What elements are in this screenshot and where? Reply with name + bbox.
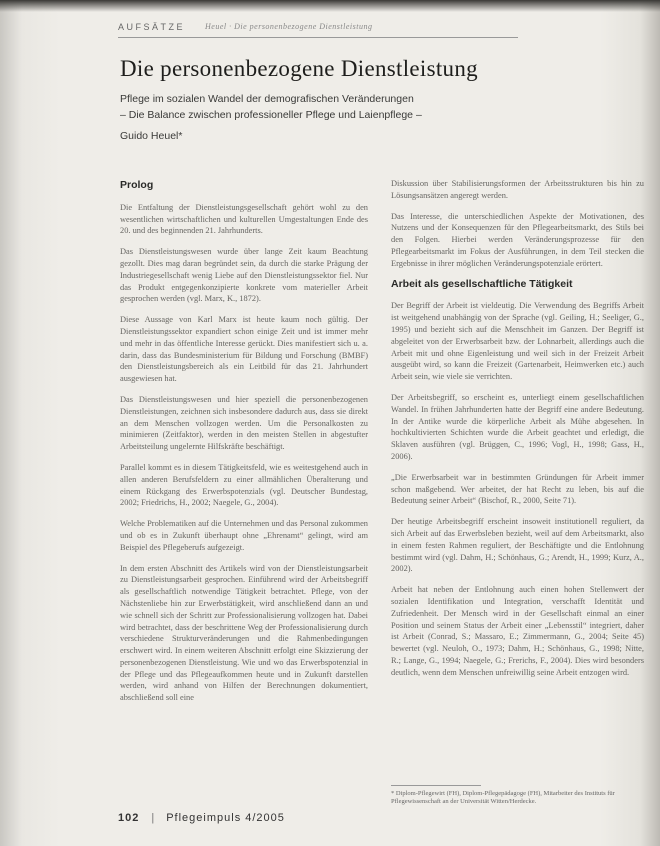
left-column (120, 180, 368, 713)
paragraph: Diese Aussage von Karl Marx ist heute kaum noch gültig. Der Dienstleistungssektor expandiert schon einige Zeit und ist immer mehr und mehr in das öffentliche Interesse gerückt. Dies manifestiert sich u. a. darin, dass das Bundesministerium für Bildung und Forschung (BMBF) den Dienstleistungsbereich als ein Leitbild für das 21. Jahrhundert ausgewiesen hat. (120, 315, 368, 384)
subtitle-line-1: Pflege im sozialen Wandel der demografischen Veränderungen (120, 93, 414, 105)
paragraph: Die Entfaltung der Dienstleistungsgesellschaft gehört wohl zu den wesentlichen wirtschaftlichen und kulturellen Umgestaltungen Ende des 20. und des beginnenden 21. Jahrhunderts. (120, 202, 368, 236)
paragraph: Der heutige Arbeitsbegriff erscheint insoweit institutionell reguliert, da sich Arbeit auf das Erwerbsleben bezieht, weil auf dem Arbeitsmarkt, also in einem festen Rahmen reguliert, der Beschäftigte und die Entlohnung bestimmt wird (vgl. Dahm, H.; Schönhaus, G.; Arendt, H., 1999; Kurz, A., 2002). (391, 517, 644, 574)
article-subtitle (120, 91, 590, 123)
journal-name: Pflegeimpuls 4/2005 (166, 812, 285, 824)
footer-separator: | (151, 812, 155, 824)
header-rule (118, 37, 518, 38)
page-footer (118, 812, 285, 824)
running-title: Heuel · Die personenbezogene Dienstleistung (205, 22, 373, 31)
paragraph: „Die Erwerbsarbeit war in bestimmten Gründungen für Arbeit immer schon maßgebend. Wer arbeitet, der hat Recht zu leben, bis auf die Bedeutung seiner Arbeit“ (Bischof, R., 2000, Seite 71). (391, 472, 644, 506)
paragraph: Arbeit hat neben der Entlohnung auch einen hohen Stellenwert der sozialen Identifikation und Integration, verschafft Identität und Zufriedenheit. Der Mensch wird in der Gesellschaft einmal an einer Position und seinem Status der Arbeit einer „Lebensstil“ integriert, daher ist Arbeit (Conrad, S.; Massaro, E.; Zimmermann, G., 2004; Seite 45) bewertet (vgl. Neuloh, O., 1973; Dahm, H.; Schönhaus, G., 1998; Nitte, R.; Lange, G., 1994; Naegele, G.; Frerichs, F., 2004). Dies wird besonders deutlich, wenn dem Menschen unfreiwillig seine Arbeit entzogen wird. (391, 585, 644, 677)
paragraph: Diskussion über Stabilisierungsformen der Arbeitsstrukturen bis hin zu Lösungsansätzen angeregt werden. (391, 179, 644, 200)
paragraph: In dem ersten Abschnitt des Artikels wird von der Dienstleistungsarbeit zu Dienstleistungsarbeit gesprochen. Einführend wird der Arbeitsbegriff als gesellschaftlich notwendige Tätigkeit betrachtet. Pflege, von der Nächstenliebe hin zur Erwerbstätigkeit, wird anschließend dann an und wie schnell sich der Schritt zur Professionalisierung vollzogen hat. Dabei wird betrachtet, dass der beschrittene Weg der Professionalisierung durch verschiedene Strukturveränderungen und die Rahmenbedingungen erschwert wird. In einem weiteren Abschnitt erfolgt eine Skizzierung der personenbezogenen Dienstleistung. Wie und wo das Erwerbspotenzial in der Pflege und das Pflegeaufkommen heute und in Zukunft darstellen werden, wird anhand von Hilfen der Berechnungen dokumentiert, abschließend soll eine (120, 563, 368, 703)
paragraph: Parallel kommt es in diesem Tätigkeitsfeld, wie es weitestgehend auch in allen anderen Berufsfeldern zu einer allmählichen Überalterung und einem Rückgang des Erwerbspotenzials (vgl. Deutscher Bundestag, 2002; Friedrichs, H., 2002; Naegele, G., 2004). (120, 462, 368, 508)
footnote-rule (391, 785, 481, 786)
footnote: * Diplom-Pflegewirt (FH), Diplom-Pflegepädagoge (FH), Mitarbeiter des Instituts für Pflegewissenschaft an der Universität Witten/Herdecke. (391, 790, 615, 805)
article-author: Guido Heuel* (120, 130, 183, 142)
right-column (391, 178, 644, 687)
page-number: 102 (118, 812, 140, 824)
paragraph: Der Begriff der Arbeit ist vieldeutig. Die Verwendung des Begriffs Arbeit ist weitgehend unabhängig von der Sprache (vgl. Geiling, H.; Seeliger, G., 1995) und bezieht sich auf die Menschheit im Ganzen. Der Begriff ist abgeleitet von der Erwerbsarbeit bzw. der Lohnarbeit, allerdings auch die Arbeit mit und ohne Eigenleistung und weil sich in der Freizeit Arbeit ausgeübt wird, so kann die Freizeit (Gartenarbeit, Heimwerken etc.) auch Arbeit sein, wie viele sie verrichten. (391, 301, 644, 382)
paragraph: Das Interesse, die unterschiedlichen Aspekte der Motivationen, des Nutzens und der Konsequenzen für den Pflegearbeitsmarkt, des Stils bei den Folgen. Hierbei werden Veränderungsprozesse für den Pflegearbeitsmarkt im Fokus der Ausführungen, in dem Teil stecken die Ergebnisse in ihrer möglichen Veränderungspotenziale erörtert. (391, 211, 644, 268)
paragraph: Das Dienstleistungswesen und hier speziell die personenbezogenen Dienstleistungen, zeichnen sich insbesondere dadurch aus, dass sie direkt an dem Menschen vollzogen werden. Um die Personalkosten zu minimieren (Zeitfaktor), werden in den meisten Stellen in abgestufter Arbeitsteilung ungelernte Hilfskräfte beschäftigt. (120, 394, 368, 452)
section-heading-prolog: Prolog (120, 179, 154, 191)
article-title: Die personenbezogene Dienstleistung (120, 56, 478, 81)
paragraph: Welche Problematiken auf die Unternehmen und das Personal zukommen und ob es in Zukunft überhaupt ohne „Ehrenamt“ gelingt, wird am Beispiel des Pflegeberufs aufgezeigt. (120, 519, 368, 552)
section-heading-arbeit: Arbeit als gesellschaftliche Tätigkeit (391, 277, 573, 290)
subtitle-line-2: – Die Balance zwischen professioneller Pflege und Laienpflege – (120, 109, 422, 121)
scan-shadow (0, 0, 660, 12)
paragraph: Das Dienstleistungswesen wurde über lange Zeit kaum Beachtung gezollt. Dies mag daran begründet sein, da durch die starke Prägung der Industriegesellschaft wenig Liebe auf den Dienstleistungssektor fiel. Nur das Produkt entgegenkonzipierte konkrete vom materieller Arbeit gesprochen werden (vgl. Marx, K., 1872). (120, 247, 368, 304)
running-header (118, 22, 618, 36)
paragraph: Der Arbeitsbegriff, so erscheint es, unterliegt einem gesellschaftlichen Wandel. In frühen Jahrhunderten hatte der Begriff eine andere Bedeutung. In der Antike wurde die körperliche Arbeit als Mühe abgesehen. In hochkultivierten Schichten wurde die Arbeit geachtet und erledigt, die Sklaven ausführen (vgl. Brüggen, C., 1996; Vogl, H., 1998; Gass, H., 2006). (391, 392, 644, 461)
section-label: AUFSÄTZE (118, 22, 186, 32)
